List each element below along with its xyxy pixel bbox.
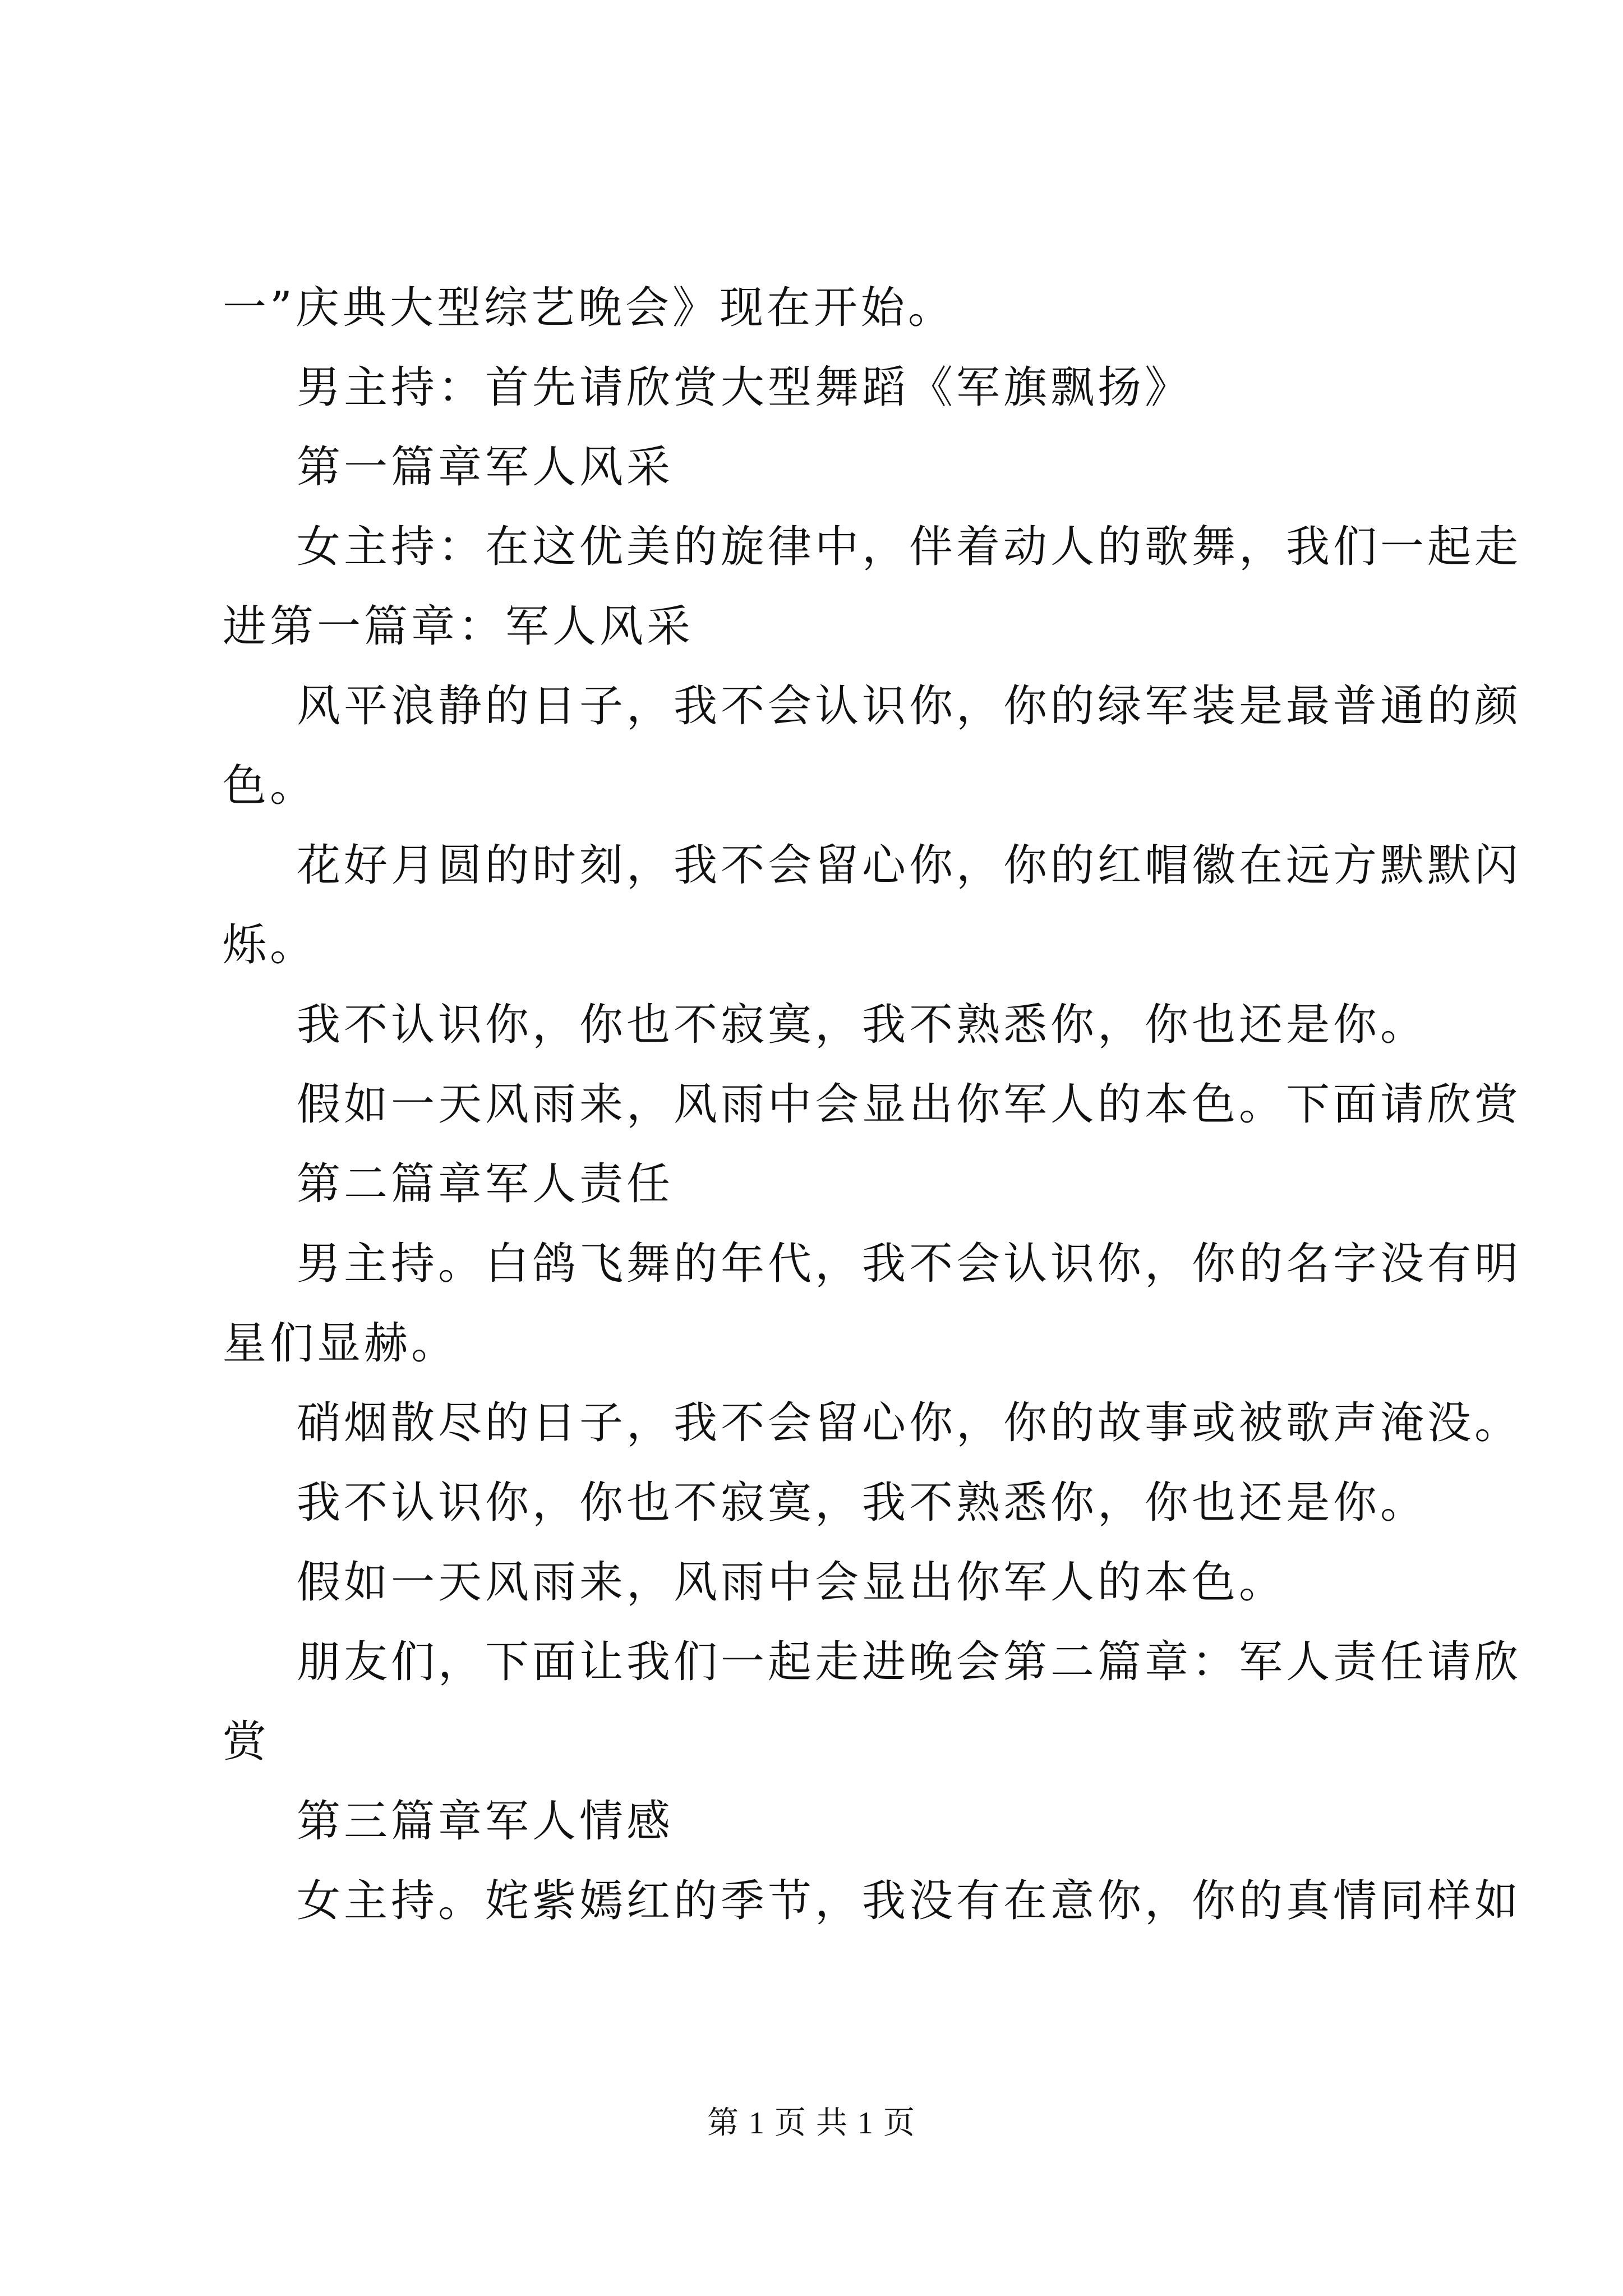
text-line-16: 我不认识你，你也不寂寞，我不熟悉你，你也还是你。	[297, 1478, 1428, 1528]
text-line-5: 进第一篇章：军人风采	[223, 601, 694, 652]
text-line-1: 一”庆典大型综艺晚会》现在开始。	[223, 283, 955, 333]
text-line-8: 花好月圆的时刻，我不会留心你，你的红帽徽在远方默默闪	[297, 840, 1522, 891]
document-body	[223, 268, 1522, 1941]
text-line-14: 星们显赫。	[223, 1318, 459, 1369]
text-line-11: 假如一天风雨来，风雨中会显出你军人的本色。下面请欣赏	[297, 1079, 1522, 1130]
text-line-4: 女主持：在这优美的旋律中，伴着动人的歌舞，我们一起走	[297, 522, 1522, 572]
text-line-13: 男主持。白鸽飞舞的年代，我不会认识你，你的名字没有明	[297, 1239, 1522, 1289]
chapter-heading-1: 第一篇章军人风采	[297, 442, 674, 493]
text-line-10: 我不认识你，你也不寂寞，我不熟悉你，你也还是你。	[297, 1000, 1428, 1050]
text-line-9: 烁。	[223, 920, 317, 970]
page-footer: 第 1 页 共 1 页	[707, 2106, 916, 2141]
text-line-15: 硝烟散尽的日子，我不会留心你，你的故事或被歌声淹没。	[297, 1398, 1522, 1448]
text-line-18: 朋友们，下面让我们一起走进晚会第二篇章：军人责任请欣	[297, 1637, 1522, 1687]
text-line-6: 风平浪静的日子，我不会认识你，你的绿军装是最普通的颜	[297, 681, 1522, 731]
text-line-17: 假如一天风雨来，风雨中会显出你军人的本色。	[297, 1557, 1287, 1608]
text-line-7: 色。	[223, 761, 317, 811]
text-line-19: 赏	[223, 1717, 270, 1767]
text-line-2: 男主持：首先请欣赏大型舞蹈《军旗飘扬》	[297, 362, 1192, 413]
chapter-heading-2: 第二篇章军人责任	[297, 1159, 674, 1209]
text-line-21: 女主持。姹紫嫣红的季节，我没有在意你，你的真情同样如	[297, 1876, 1522, 1926]
chapter-heading-3: 第三篇章军人情感	[297, 1796, 674, 1847]
